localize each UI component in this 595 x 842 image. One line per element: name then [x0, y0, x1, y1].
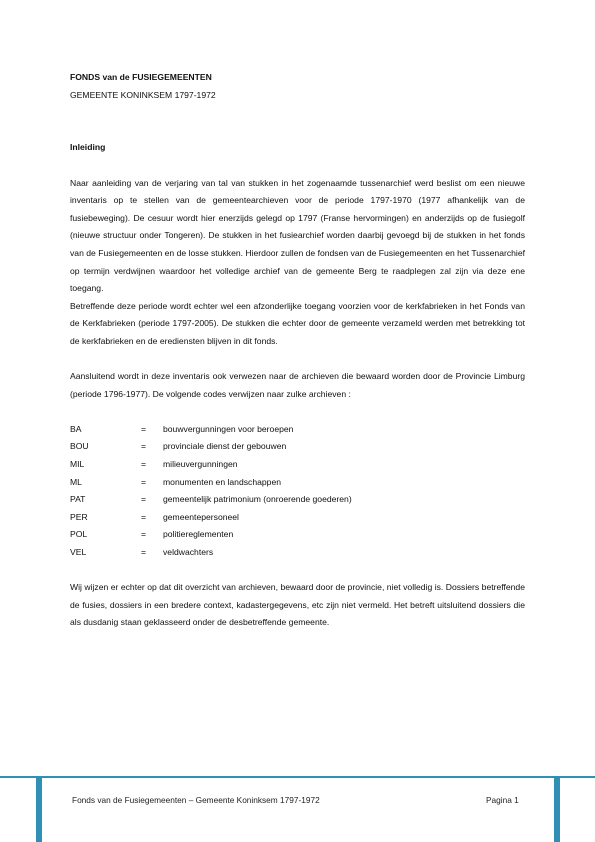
- code-description: monumenten en landschappen: [163, 476, 282, 487]
- code-abbreviation: MIL: [70, 459, 85, 470]
- paragraph-provincie: Aansluitend wordt in deze inventaris ook verwezen naar de archieven die bewaard worden door de Provincie Limburg (periode 1796-1977). De volgende codes verwijzen naar zulke archieven :: [70, 371, 525, 399]
- paragraph-disclaimer: Wij wijzen er echter op dat dit overzicht van archieven, bewaard door de provincie, niet volledig is. Dossiers betreffende de fusies, dossiers in een bredere context, kadastergegevens, etc zijn niet vermeld. Het betreft uitsluitend dossiers die als dusdanig staan geklasseerd onder de desbetreffende gemeente.: [70, 582, 525, 628]
- code-description: milieuvergunningen: [163, 459, 238, 470]
- equals-sign: =: [141, 511, 147, 522]
- code-item: [70, 438, 525, 456]
- code-description: bouwvergunningen voor beroepen: [163, 423, 294, 434]
- code-item: [70, 544, 525, 562]
- code-item: [70, 456, 525, 474]
- code-item: [70, 526, 525, 544]
- footer-right-bar: [554, 778, 560, 842]
- equals-sign: =: [141, 476, 147, 487]
- spacer: [70, 562, 525, 580]
- code-description: gemeentepersoneel: [163, 511, 239, 522]
- code-description: provinciale dienst der gebouwen: [163, 441, 287, 452]
- code-abbreviation: BA: [70, 423, 82, 434]
- code-list: [70, 421, 525, 562]
- spacer: [70, 104, 525, 139]
- code-abbreviation: BOU: [70, 441, 89, 452]
- footer-title: Fonds van de Fusiegemeenten – Gemeente Koninksem 1797-1972: [72, 795, 320, 805]
- code-item: [70, 474, 525, 492]
- equals-sign: =: [141, 423, 147, 434]
- paragraph-kerkfabrieken: Betreffende deze periode wordt echter wel een afzonderlijke toegang voorzien voor de kerkfabrieken in het Fonds van de Kerkfabrieken (periode 1797-2005). De stukken die echter door de gemeente verzameld werden met betrekking tot de kerkfabrieken en de erediensten blijven in dit fonds.: [70, 300, 525, 346]
- code-item: [70, 421, 525, 439]
- equals-sign: =: [141, 494, 147, 505]
- code-abbreviation: ML: [70, 476, 82, 487]
- code-description: politiereglementen: [163, 529, 234, 540]
- code-item: [70, 491, 525, 509]
- code-description: veldwachters: [163, 547, 214, 558]
- section-heading: Inleiding: [70, 142, 106, 153]
- spacer: [70, 403, 525, 421]
- code-abbreviation: PER: [70, 511, 88, 522]
- code-abbreviation: PAT: [70, 494, 86, 505]
- document-body: [70, 69, 525, 632]
- code-abbreviation: VEL: [70, 547, 87, 558]
- spacer: [70, 351, 525, 369]
- fonds-title: FONDS van de FUSIEGEMEENTEN: [70, 72, 212, 82]
- footer-divider: [0, 776, 595, 778]
- equals-sign: =: [141, 529, 147, 540]
- equals-sign: =: [141, 441, 147, 452]
- footer-left-bar: [36, 778, 42, 842]
- code-item: [70, 509, 525, 527]
- code-abbreviation: POL: [70, 529, 88, 540]
- document-subtitle: GEMEENTE KONINKSEM 1797-1972: [70, 89, 216, 100]
- paragraph-intro: Naar aanleiding van de verjaring van tal van stukken in het zogenaamde tussenarchief werd beslist om een nieuwe inventaris op te stellen van de gemeentearchieven voor de periode 1797-1970 (1977 afhankelijk van de fusiebeweging). De cesuur wordt hier enerzijds gelegd op 1797 (Franse hervormingen) en anderzijds op de fusiegolf (nieuwe structuur onder Tongeren). De stukken in het fusiearchief worden daarbij gevoegd bij de stukken in het fonds van de Fusiegemeenten en de losse stukken. Hierdoor zullen de fondsen van de Fusiegemeenten en het Tussenarchief op termijn verdwijnen waardoor het volledige archief van de gemeente Berg te raadplegen zal zijn via deze ene toegang.: [70, 177, 525, 294]
- equals-sign: =: [141, 547, 147, 558]
- equals-sign: =: [141, 459, 147, 470]
- spacer: [70, 157, 525, 175]
- page-number: Pagina 1: [486, 795, 519, 805]
- code-description: gemeentelijk patrimonium (onroerende goederen): [163, 494, 352, 505]
